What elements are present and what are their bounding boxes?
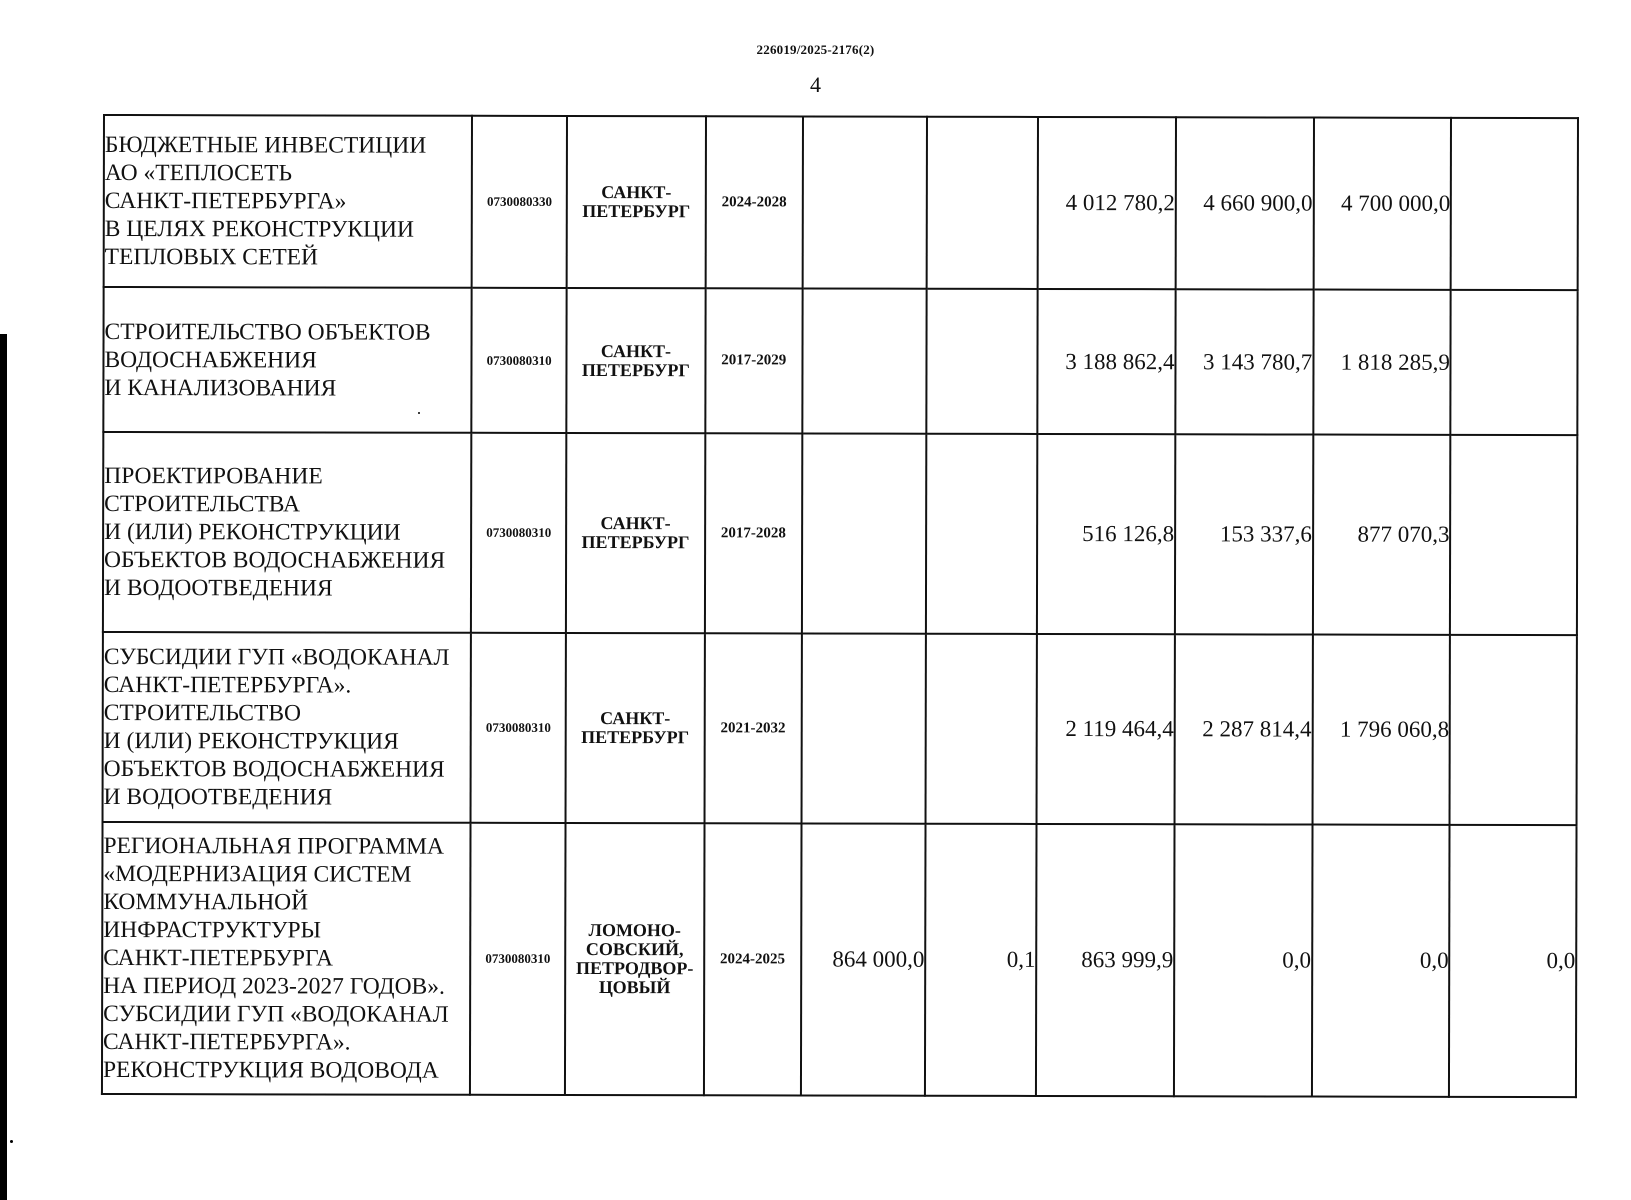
value-cell-5: [801, 633, 926, 823]
value-cell-8: 0,0: [1174, 824, 1312, 1096]
budget-code-cell: 0730080310: [471, 433, 566, 633]
table-row: [103, 432, 1577, 635]
table-row: [103, 632, 1577, 825]
budget-code-cell: 0730080310: [471, 633, 566, 823]
value-cell-6: [926, 289, 1037, 434]
value-cell-6: [927, 117, 1039, 289]
value-cell-10: [1451, 118, 1578, 290]
value-cell-8: 3 143 780,7: [1175, 289, 1313, 434]
value-cell-7: 3 188 862,4: [1038, 289, 1176, 434]
program-name-cell: РЕГИОНАЛЬНАЯ ПРОГРАММА «МОДЕРНИЗАЦИЯ СИСТЕМ КОММУНАЛЬНОЙ ИНФРАСТРУКТУРЫ САНКТ-ПЕТЕРБУРГА НА ПЕРИОД 2023-2027 ГОДОВ». СУБСИДИИ ГУП «ВОДОКАНАЛ САНКТ-ПЕТЕРБУРГА». РЕКОНСТРУКЦИЯ ВОДОВОДА: [102, 822, 471, 1095]
value-cell-5: 864 000,0: [801, 823, 926, 1095]
region-cell: САНКТ- ПЕТЕРБУРГ: [567, 116, 706, 288]
value-cell-7: 2 119 464,4: [1037, 634, 1175, 824]
table-row: [102, 822, 1577, 1097]
value-cell-9: 1 796 060,8: [1312, 635, 1450, 825]
value-cell-10: [1450, 635, 1577, 825]
value-cell-5: [802, 433, 927, 633]
value-cell-6: [926, 634, 1038, 824]
value-cell-5: [802, 116, 927, 288]
period-cell: 2017-2029: [705, 288, 802, 433]
value-cell-9: 877 070,3: [1313, 435, 1451, 635]
table-row: [103, 287, 1577, 435]
value-cell-7: 4 012 780,2: [1038, 117, 1176, 289]
program-name-cell: БЮДЖЕТНЫЕ ИНВЕСТИЦИИ АО «ТЕПЛОСЕТЬ САНКТ-ПЕТЕРБУРГА» В ЦЕЛЯХ РЕКОНСТРУКЦИИ ТЕПЛОВЫХ СЕТЕЙ: [104, 115, 473, 288]
value-cell-9: 0,0: [1312, 825, 1450, 1097]
value-cell-10: [1451, 290, 1578, 435]
program-name-cell: СТРОИТЕЛЬСТВО ОБЪЕКТОВ ВОДОСНАБЖЕНИЯ И КАНАЛИЗОВАНИЯ: [103, 287, 472, 433]
program-name-cell: СУБСИДИИ ГУП «ВОДОКАНАЛ САНКТ-ПЕТЕРБУРГА». СТРОИТЕЛЬСТВО И (ИЛИ) РЕКОНСТРУКЦИЯ ОБЪЕКТОВ ВОДОСНАБЖЕНИЯ И ВОДООТВЕДЕНИЯ: [103, 632, 472, 823]
value-cell-6: [926, 434, 1038, 634]
value-cell-10: 0,0: [1449, 825, 1576, 1097]
value-cell-9: 1 818 285,9: [1313, 290, 1451, 435]
region-cell: САНКТ- ПЕТЕРБУРГ: [566, 433, 705, 633]
value-cell-7: 516 126,8: [1037, 434, 1175, 634]
period-cell: 2021-2032: [704, 633, 801, 823]
region-cell: ЛОМОНО- СОВСКИЙ, ПЕТРОДВОР- ЦОВЫЙ: [565, 823, 704, 1095]
period-cell: 2017-2028: [705, 433, 802, 633]
value-cell-8: 153 337,6: [1175, 434, 1313, 634]
page-number: 4: [810, 72, 821, 97]
budget-code-cell: 0730080310: [470, 823, 565, 1095]
period-cell: 2024-2028: [705, 116, 802, 288]
value-cell-6: 0,1: [925, 824, 1037, 1096]
value-cell-5: [802, 288, 927, 433]
budget-code-cell: 0730080310: [472, 288, 567, 433]
budget-investment-table: [101, 114, 1579, 1098]
scan-edge-shadow: [0, 334, 7, 1200]
program-name-cell: ПРОЕКТИРОВАНИЕ СТРОИТЕЛЬСТВА И (ИЛИ) РЕКОНСТРУКЦИИ ОБЪЕКТОВ ВОДОСНАБЖЕНИЯ И ВОДООТВЕДЕНИЯ: [103, 432, 472, 633]
region-cell: САНКТ- ПЕТЕРБУРГ: [566, 633, 705, 823]
value-cell-9: 4 700 000,0: [1313, 118, 1451, 290]
budget-code-cell: 0730080330: [472, 116, 567, 288]
value-cell-8: 2 287 814,4: [1175, 634, 1313, 824]
value-cell-10: [1450, 435, 1577, 635]
document-number: 226019/2025-2176(2): [756, 42, 875, 57]
scan-speck: [10, 1140, 13, 1143]
table-row: [104, 115, 1578, 290]
region-cell: САНКТ- ПЕТЕРБУРГ: [566, 288, 705, 433]
value-cell-8: 4 660 900,0: [1176, 117, 1314, 289]
period-cell: 2024-2025: [704, 823, 801, 1095]
value-cell-7: 863 999,9: [1036, 824, 1174, 1096]
